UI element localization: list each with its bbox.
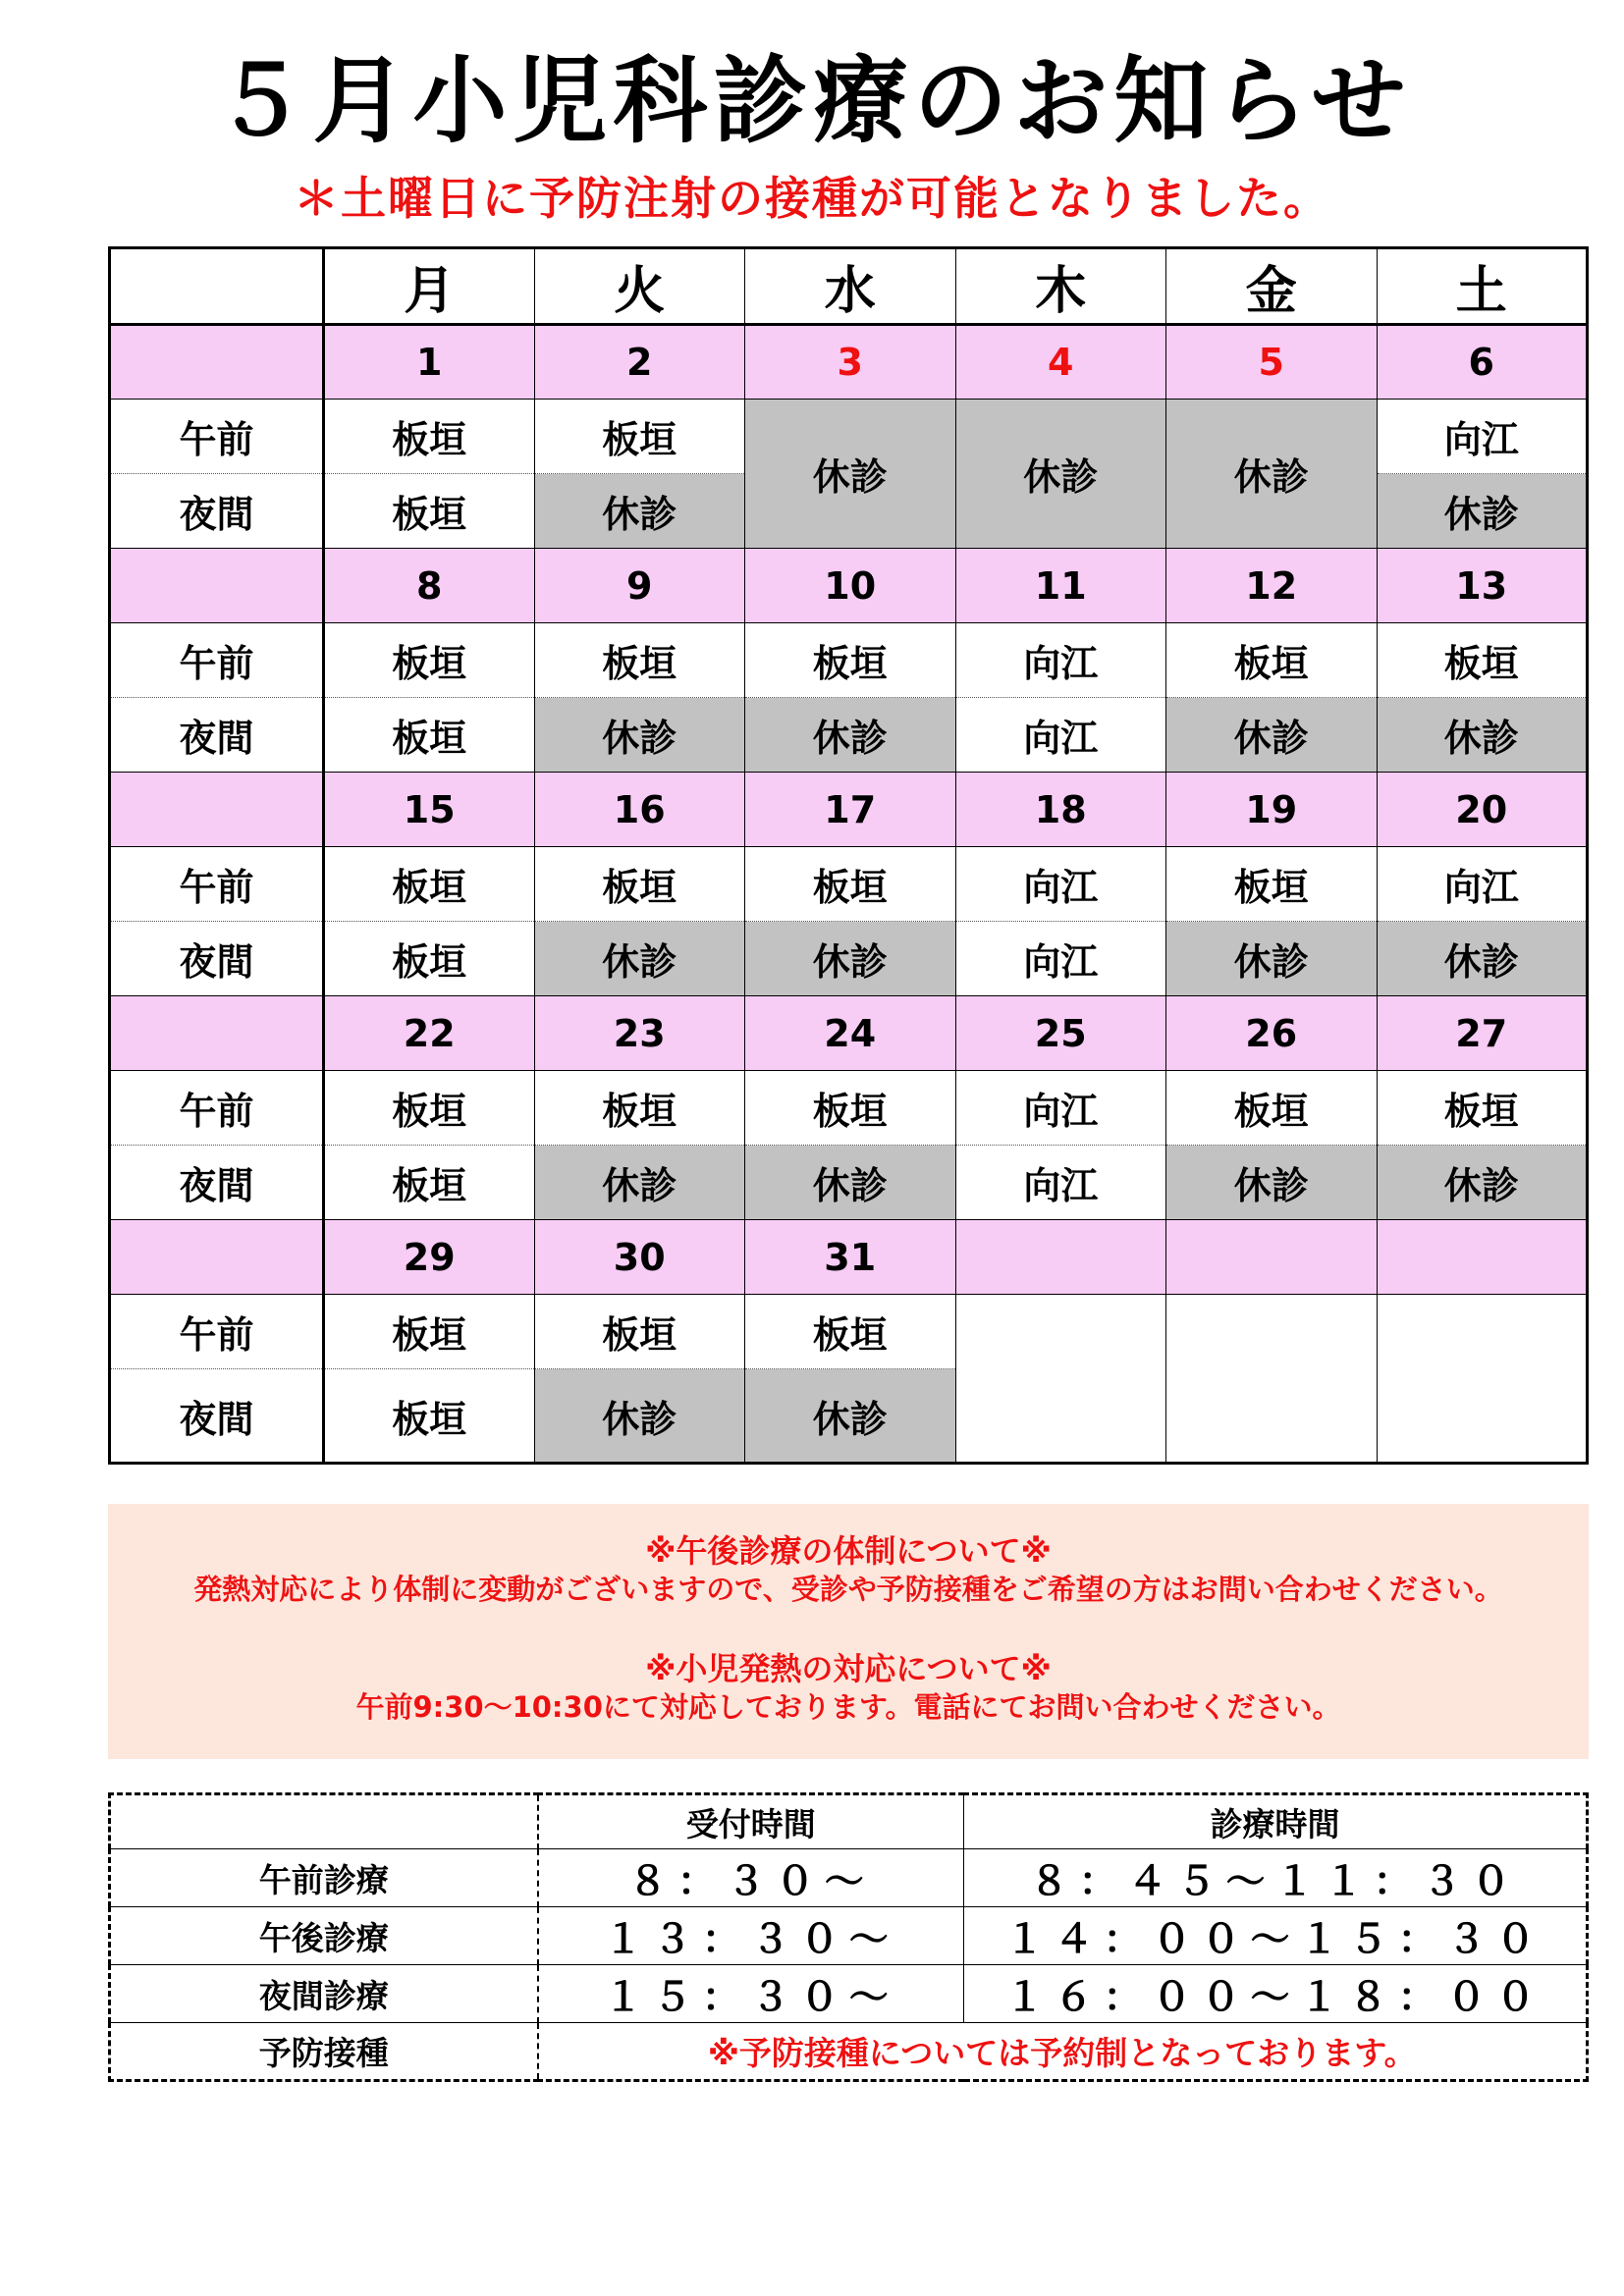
- doctor-cell: 板垣: [324, 1146, 535, 1220]
- closed-cell: 休診: [1377, 1146, 1588, 1220]
- date-cell: 11: [955, 549, 1166, 623]
- date-row-label: [110, 773, 324, 847]
- pm-label: 夜間: [110, 1369, 324, 1464]
- date-cell: 15: [324, 773, 535, 847]
- doctor-cell: 向江: [955, 1146, 1166, 1220]
- date-cell: 8: [324, 549, 535, 623]
- page-subtitle: ＊土曜日に予防注射の接種が可能となりました。: [294, 172, 1330, 225]
- notice-box: [108, 1504, 1589, 1759]
- date-cell: 25: [955, 996, 1166, 1071]
- date-row-week-5: [110, 1220, 1588, 1295]
- weekday-wed: 水: [745, 248, 956, 325]
- consultation-time: ８：４５～１１：３０: [964, 1849, 1588, 1907]
- date-cell: 24: [745, 996, 956, 1071]
- hours-corner-cell: [110, 1794, 538, 1849]
- closed-cell: 休診: [1377, 698, 1588, 773]
- vaccine-label: 予防接種: [110, 2023, 538, 2081]
- am-row-week-4: [110, 1071, 1588, 1146]
- doctor-cell: 板垣: [1377, 1071, 1588, 1146]
- pm-label: 夜間: [110, 474, 324, 549]
- date-cell: 2: [534, 325, 745, 400]
- fever-notice-heading: ※小児発熱の対応について※: [645, 1650, 1052, 1687]
- doctor-cell: 向江: [1377, 847, 1588, 922]
- doctor-cell: 板垣: [745, 623, 956, 698]
- doctor-cell: 板垣: [534, 400, 745, 474]
- pm-label: 夜間: [110, 698, 324, 773]
- closed-cell: 休診: [955, 400, 1166, 549]
- doctor-cell: 板垣: [745, 847, 956, 922]
- weekday-sat: 土: [1377, 248, 1588, 325]
- consultation-header: 診療時間: [964, 1794, 1588, 1849]
- pm-label: 夜間: [110, 1146, 324, 1220]
- hours-row-label: 午前診療: [110, 1849, 538, 1907]
- closed-cell: 休診: [745, 698, 956, 773]
- hours-header-row: [110, 1794, 1588, 1849]
- doctor-cell: 板垣: [324, 1369, 535, 1464]
- date-cell: 19: [1166, 773, 1378, 847]
- date-cell: 12: [1166, 549, 1378, 623]
- closed-cell: 休診: [534, 698, 745, 773]
- closed-cell: 休診: [534, 1369, 745, 1464]
- corner-cell: [110, 248, 324, 325]
- date-cell: 31: [745, 1220, 956, 1295]
- date-cell: 29: [324, 1220, 535, 1295]
- date-row-week-4: [110, 996, 1588, 1071]
- hours-table: [108, 1792, 1589, 2082]
- date-cell: 6: [1377, 325, 1588, 400]
- closed-cell: 休診: [745, 1369, 956, 1464]
- closed-cell: 休診: [745, 1146, 956, 1220]
- date-row-label: [110, 325, 324, 400]
- date-row-week-2: [110, 549, 1588, 623]
- reception-header: 受付時間: [538, 1794, 964, 1849]
- date-cell: 16: [534, 773, 745, 847]
- doctor-cell: 板垣: [1166, 1071, 1378, 1146]
- doctor-cell: 板垣: [745, 1071, 956, 1146]
- date-cell-holiday: 5: [1166, 325, 1378, 400]
- closed-cell: 休診: [534, 474, 745, 549]
- fever-notice: [108, 1649, 1589, 1726]
- date-cell-empty: [1377, 1220, 1588, 1295]
- closed-cell: 休診: [1377, 474, 1588, 549]
- date-cell: 10: [745, 549, 956, 623]
- am-label: 午前: [110, 847, 324, 922]
- doctor-cell: 板垣: [324, 922, 535, 996]
- doctor-cell: 板垣: [324, 623, 535, 698]
- doctor-cell: 板垣: [324, 1071, 535, 1146]
- date-cell-holiday: 4: [955, 325, 1166, 400]
- am-row-week-1: [110, 400, 1588, 474]
- date-row-label: [110, 1220, 324, 1295]
- date-cell: 17: [745, 773, 956, 847]
- afternoon-notice-text: 発熱対応により体制に変動がございますので、受診や予防接種をご希望の方はお問い合わせください。: [193, 1573, 1503, 1606]
- hours-row-evening: [110, 1965, 1588, 2023]
- date-cell: 13: [1377, 549, 1588, 623]
- date-cell: 1: [324, 325, 535, 400]
- hours-row-vaccine: [110, 2023, 1588, 2081]
- date-cell: 18: [955, 773, 1166, 847]
- doctor-cell: 板垣: [1166, 847, 1378, 922]
- am-label: 午前: [110, 1071, 324, 1146]
- am-label: 午前: [110, 400, 324, 474]
- hours-row-afternoon: [110, 1907, 1588, 1965]
- closed-cell: 休診: [534, 1146, 745, 1220]
- doctor-cell: 板垣: [1166, 623, 1378, 698]
- fever-notice-text: 午前9:30～10:30にて対応しております。電話にてお問い合わせください。: [355, 1690, 1341, 1724]
- date-row-label: [110, 996, 324, 1071]
- doctor-cell: 向江: [955, 922, 1166, 996]
- pm-row-week-2: [110, 698, 1588, 773]
- am-row-week-2: [110, 623, 1588, 698]
- afternoon-notice-heading: ※午後診療の体制について※: [645, 1532, 1052, 1570]
- date-row-label: [110, 549, 324, 623]
- closed-cell: 休診: [1166, 1146, 1378, 1220]
- weekday-header-row: [110, 248, 1588, 325]
- page-title: ５月小児科診療のお知らせ: [212, 46, 1412, 156]
- date-row-week-1: [110, 325, 1588, 400]
- doctor-cell: 板垣: [745, 1295, 956, 1369]
- afternoon-notice: [108, 1531, 1589, 1608]
- date-cell: 27: [1377, 996, 1588, 1071]
- vaccine-note: ※予防接種については予約制となっております。: [538, 2023, 1588, 2081]
- reception-time: １５：３０～: [538, 1965, 964, 2023]
- pm-row-week-4: [110, 1146, 1588, 1220]
- closed-cell: 休診: [1166, 922, 1378, 996]
- closed-cell: 休診: [534, 922, 745, 996]
- closed-cell: 休診: [1166, 698, 1378, 773]
- doctor-cell: 向江: [1377, 400, 1588, 474]
- date-cell: 9: [534, 549, 745, 623]
- doctor-cell: 板垣: [324, 698, 535, 773]
- pm-label: 夜間: [110, 922, 324, 996]
- am-row-week-3: [110, 847, 1588, 922]
- date-cell: 20: [1377, 773, 1588, 847]
- doctor-cell: 板垣: [324, 1295, 535, 1369]
- date-cell-empty: [955, 1220, 1166, 1295]
- closed-cell: 休診: [745, 922, 956, 996]
- hours-row-morning: [110, 1849, 1588, 1907]
- doctor-cell: 向江: [955, 698, 1166, 773]
- doctor-cell: 板垣: [324, 400, 535, 474]
- doctor-cell: 板垣: [534, 623, 745, 698]
- closed-cell: 休診: [1377, 922, 1588, 996]
- doctor-cell: 板垣: [1377, 623, 1588, 698]
- am-label: 午前: [110, 623, 324, 698]
- doctor-cell: 向江: [955, 623, 1166, 698]
- date-cell-holiday: 3: [745, 325, 956, 400]
- schedule-calendar: [108, 246, 1589, 1465]
- consultation-time: １６：００～１８：００: [964, 1965, 1588, 2023]
- weekday-mon: 月: [324, 248, 535, 325]
- doctor-cell: 板垣: [534, 1295, 745, 1369]
- weekday-tue: 火: [534, 248, 745, 325]
- doctor-cell: 向江: [955, 1071, 1166, 1146]
- reception-time: ８：３０～: [538, 1849, 964, 1907]
- am-label: 午前: [110, 1295, 324, 1369]
- doctor-cell: 板垣: [324, 474, 535, 549]
- weekday-thu: 木: [955, 248, 1166, 325]
- empty-cell: [1377, 1295, 1588, 1464]
- date-cell: 30: [534, 1220, 745, 1295]
- date-cell: 23: [534, 996, 745, 1071]
- closed-cell: 休診: [1166, 400, 1378, 549]
- closed-cell: 休診: [745, 400, 956, 549]
- reception-time: １３：３０～: [538, 1907, 964, 1965]
- empty-cell: [1166, 1295, 1378, 1464]
- doctor-cell: 板垣: [534, 847, 745, 922]
- hours-row-label: 午後診療: [110, 1907, 538, 1965]
- date-cell-empty: [1166, 1220, 1378, 1295]
- hours-row-label: 夜間診療: [110, 1965, 538, 2023]
- consultation-time: １４：００～１５：３０: [964, 1907, 1588, 1965]
- am-row-week-5: [110, 1295, 1588, 1369]
- date-cell: 26: [1166, 996, 1378, 1071]
- date-row-week-3: [110, 773, 1588, 847]
- empty-cell: [955, 1295, 1166, 1464]
- pm-row-week-3: [110, 922, 1588, 996]
- doctor-cell: 板垣: [324, 847, 535, 922]
- weekday-fri: 金: [1166, 248, 1378, 325]
- doctor-cell: 板垣: [534, 1071, 745, 1146]
- doctor-cell: 向江: [955, 847, 1166, 922]
- date-cell: 22: [324, 996, 535, 1071]
